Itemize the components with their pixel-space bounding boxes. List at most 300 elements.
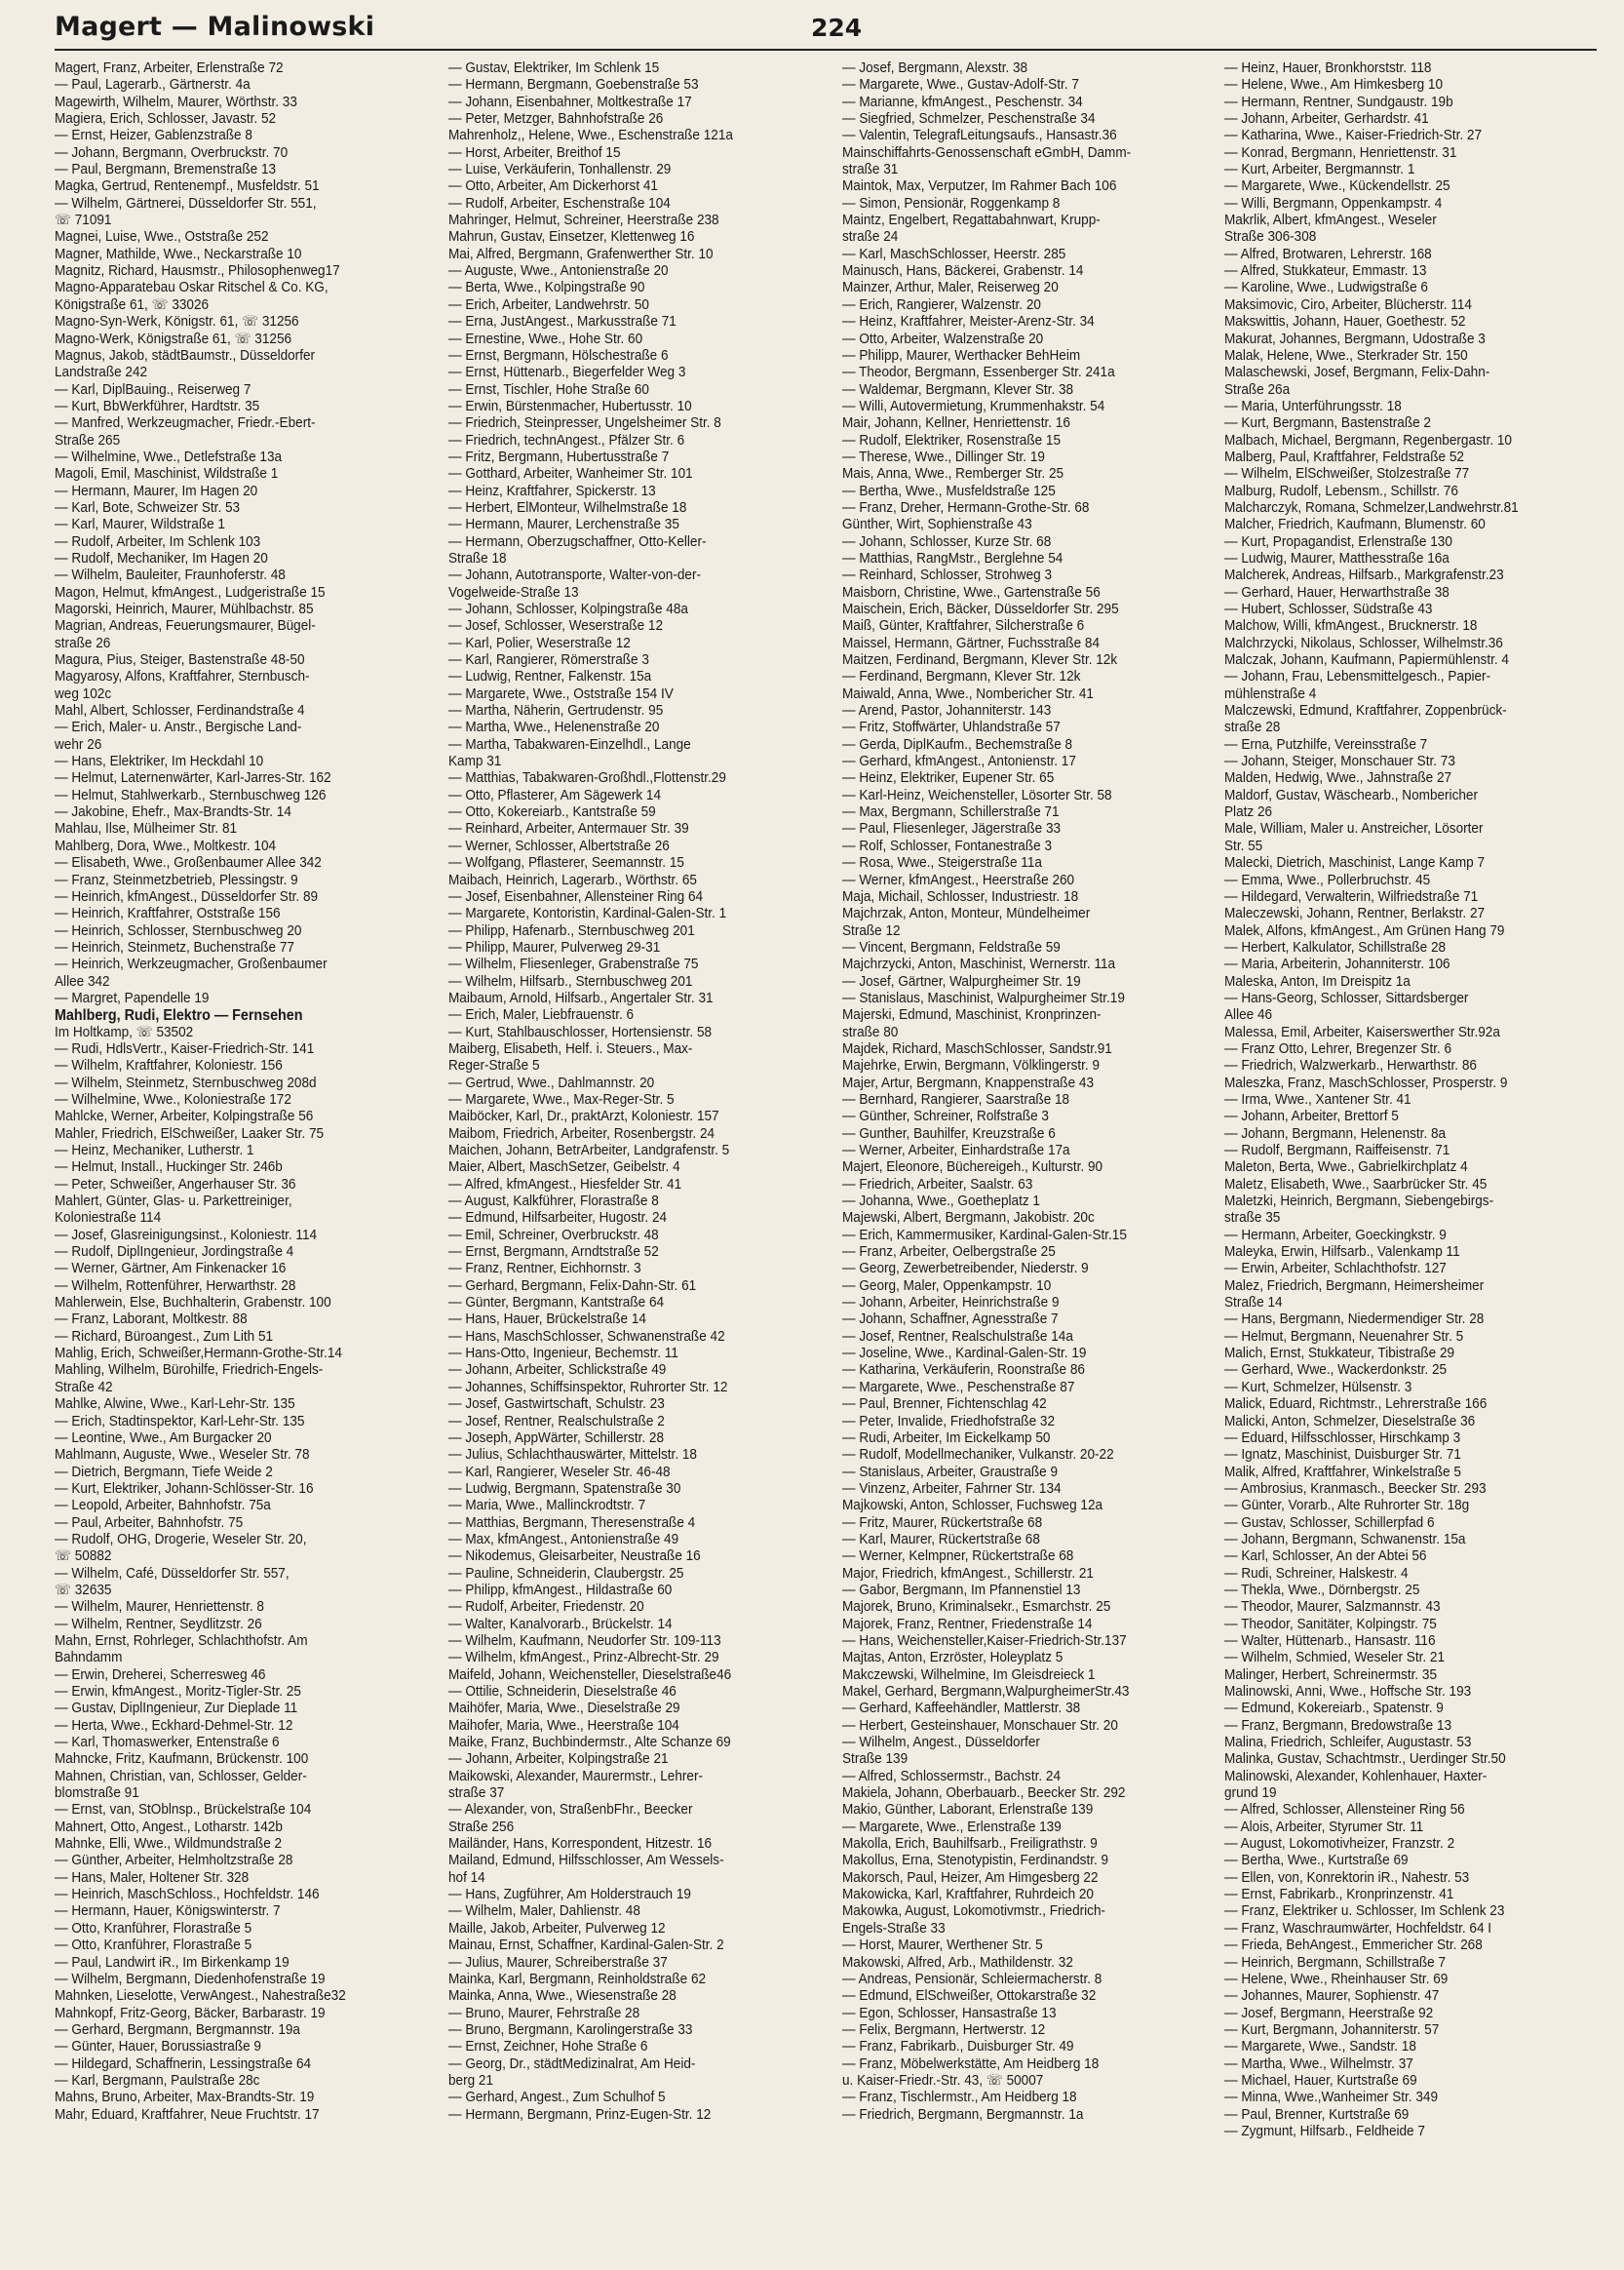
directory-entry: — Matthias, Bergmann, Theresenstraße 4	[448, 1514, 696, 1531]
directory-entry: Maissel, Hermann, Gärtner, Fuchsstraße 84	[842, 635, 1101, 651]
directory-entry: — Wilhelm, Bauleiter, Fraunhoferstr. 48	[55, 568, 286, 584]
directory-entry: Magewirth, Wilhelm, Maurer, Wörthstr. 33	[55, 94, 297, 110]
directory-entry: Magnitz, Richard, Hausmstr., Philosophenweg17	[55, 263, 340, 280]
directory-entry: Mahler, Friedrich, ElSchweißer, Laaker Str. 75	[55, 1125, 325, 1142]
directory-entry: — Johann, Steiger, Monschauer Str. 73	[1224, 754, 1455, 770]
directory-entry: Reger-Straße 5	[448, 1058, 540, 1075]
directory-entry: — Franz, Laborant, Moltkestr. 88	[55, 1311, 248, 1328]
directory-entry: — Johann, Arbeiter, Kolpingstraße 21	[448, 1751, 669, 1768]
directory-entry: Mahns, Bruno, Arbeiter, Max-Brandts-Str. 19	[55, 2090, 315, 2106]
directory-entry: — Josef, Glasreinigungsinst., Koloniestr. 114	[55, 1227, 318, 1243]
directory-entry: — Hans, Bergmann, Niedermendiger Str. 28	[1224, 1311, 1485, 1328]
directory-entry: — Margarete, Wwe., Erlenstraße 139	[842, 1819, 1062, 1835]
directory-entry: — Rudolf, Arbeiter, Eschenstraße 104	[448, 195, 671, 212]
directory-entry: — Gotthard, Arbeiter, Wanheimer Str. 101	[448, 466, 693, 483]
directory-entry: — Franz, Steinmetzbetrieb, Plessingstr. 9	[55, 872, 298, 888]
directory-entry: Maintok, Max, Verputzer, Im Rahmer Bach 106	[842, 178, 1117, 195]
directory-entry: — Paul, Bergmann, Bremenstraße 13	[55, 162, 277, 178]
directory-entry: — Martha, Näherin, Gertrudenstr. 95	[448, 703, 664, 720]
directory-entry: — Peter, Metzger, Bahnhofstraße 26	[448, 111, 664, 128]
directory-entry: — Theodor, Bergmann, Essenberger Str. 241a	[842, 365, 1115, 381]
directory-entry: — Günther, Schreiner, Rolfstraße 3	[842, 1109, 1049, 1125]
directory-entry: — Erich, Maler- u. Anstr., Bergische Land-	[55, 720, 302, 736]
directory-entry: — Ernst, Bergmann, Arndtstraße 52	[448, 1244, 659, 1261]
directory-entry: — Ludwig, Maurer, Matthesstraße 16a	[1224, 550, 1450, 567]
directory-entry: Mainzer, Arthur, Maler, Reiserweg 20	[842, 280, 1059, 296]
directory-entry: Mahlcke, Werner, Arbeiter, Kolpingstraße 56	[55, 1109, 314, 1125]
directory-entry: Malburg, Rudolf, Lebensm., Schillstr. 76	[1224, 483, 1458, 499]
directory-entry: — Erich, Kammermusiker, Kardinal-Galen-Str.15	[842, 1227, 1127, 1243]
directory-entry: — Karoline, Wwe., Ludwigstraße 6	[1224, 280, 1428, 296]
directory-entry: Maleyka, Erwin, Hilfsarb., Valenkamp 11	[1224, 1244, 1460, 1261]
directory-entry: — Karl, Bote, Schweizer Str. 53	[55, 499, 241, 516]
directory-entry: — Gerhard, Bergmann, Felix-Dahn-Str. 61	[448, 1277, 697, 1294]
directory-entry: — Therese, Wwe., Dillinger Str. 19	[842, 449, 1045, 465]
directory-entry: Makel, Gerhard, Bergmann,WalpurgheimerStr.43	[842, 1684, 1130, 1700]
directory-entry: Maletz, Elisabeth, Wwe., Saarbrücker Str. 45	[1224, 1176, 1488, 1193]
directory-entry: — Eduard, Hilfsschlosser, Hirschkamp 3	[1224, 1429, 1461, 1446]
directory-entry: Maibaum, Arnold, Hilfsarb., Angertaler Str. 31	[448, 990, 714, 1006]
directory-entry: — Otto, Kranführer, Florastraße 5	[55, 1937, 252, 1954]
directory-entry: Mainka, Anna, Wwe., Wiesenstraße 28	[448, 1988, 677, 2005]
directory-entry: — Franz, Tischlermstr., Am Heidberg 18	[842, 2090, 1077, 2106]
directory-entry: — Hermann, Bergmann, Prinz-Eugen-Str. 12	[448, 2106, 712, 2123]
directory-entry: — Johann, Bergmann, Schwanenstr. 15a	[1224, 1531, 1466, 1547]
directory-entry: — Joseline, Wwe., Kardinal-Galen-Str. 19	[842, 1346, 1087, 1362]
directory-entry: — Willi, Autovermietung, Krummenhakstr. 54	[842, 398, 1105, 414]
directory-entry: — Kurt, Bergmann, Johanniterstr. 57	[1224, 2021, 1440, 2038]
directory-entry: Maiß, Günter, Kraftfahrer, Silcherstraße 6	[842, 618, 1085, 635]
directory-entry: — Andreas, Pensionär, Schleiermacherstr. 8	[842, 1971, 1102, 1987]
page-number: 224	[811, 14, 863, 42]
directory-entry: Bahndamm	[55, 1650, 123, 1666]
directory-entry: Malczak, Johann, Kaufmann, Papiermühlenstr. 4	[1224, 652, 1509, 669]
directory-entry: — Kurt, BbWerkführer, Hardtstr. 35	[55, 398, 260, 414]
directory-entry: — Werner, kfmAngest., Heerstraße 260	[842, 872, 1075, 888]
directory-entry: — Josef, Rentner, Realschulstraße 14a	[842, 1328, 1073, 1345]
directory-entry: blomstraße 91	[55, 1785, 139, 1802]
directory-entry: — Luise, Verkäuferin, Tonhallenstr. 29	[448, 162, 672, 178]
directory-entry: Mahn, Ernst, Rohrleger, Schlachthofstr. Am	[55, 1632, 308, 1649]
directory-entry: — Günter, Vorarb., Alte Ruhrorter Str. 18g	[1224, 1498, 1470, 1514]
directory-entry: — Gerhard, Bergmann, Bergmannstr. 19a	[55, 2021, 300, 2038]
directory-entry: — Katharina, Wwe., Kaiser-Friedrich-Str. 27	[1224, 128, 1482, 144]
directory-entry: Mahrenholz,, Helene, Wwe., Eschenstraße 121a	[448, 128, 733, 144]
directory-entry: — Hans, Maler, Holtener Str. 328	[55, 1869, 250, 1886]
directory-entry: straße 26	[55, 635, 111, 651]
directory-entry: — Karl, Maurer, Wildstraße 1	[55, 517, 225, 533]
directory-entry: Malczewski, Edmund, Kraftfahrer, Zoppenbrück-	[1224, 703, 1507, 720]
directory-entry: Makio, Günther, Laborant, Erlenstraße 139	[842, 1802, 1094, 1819]
directory-entry: ☏ 71091	[55, 213, 112, 229]
directory-entry: — Rudi, HdlsVertr., Kaiser-Friedrich-Str. 141	[55, 1040, 315, 1057]
directory-entry: — Emma, Wwe., Pollerbruchstr. 45	[1224, 872, 1431, 888]
directory-entry: — Kurt, Bergmann, Bastenstraße 2	[1224, 415, 1431, 432]
directory-entry: Mahl, Albert, Schlosser, Ferdinandstraße 4	[55, 703, 305, 720]
directory-entry: — Ludwig, Bergmann, Spatenstraße 30	[448, 1480, 681, 1497]
directory-entry: — Heinrich, kfmAngest., Düsseldorfer Str. 89	[55, 888, 319, 905]
directory-entry: — Vinzenz, Arbeiter, Fahrner Str. 134	[842, 1480, 1062, 1497]
directory-entry: — Heinz, Hauer, Bronkhorststr. 118	[1224, 60, 1432, 76]
directory-entry: — Margarete, Wwe., Oststraße 154 IV	[448, 685, 674, 702]
directory-entry: — Karl, Maurer, Rückertstraße 68	[842, 1531, 1040, 1547]
directory-entry: — Joseph, AppWärter, Schillerstr. 28	[448, 1429, 665, 1446]
directory-entry: — Otto, Arbeiter, Walzenstraße 20	[842, 331, 1044, 347]
directory-entry: Magno-Syn-Werk, Königstr. 61, ☏ 31256	[55, 314, 299, 331]
directory-entry: Makowka, August, Lokomotivmstr., Friedrich-	[842, 1903, 1106, 1920]
directory-entry: Koloniestraße 114	[55, 1210, 162, 1227]
directory-entry: — Simon, Pensionär, Roggenkamp 8	[842, 195, 1061, 212]
directory-entry: — Martha, Tabakwaren-Einzelhdl., Lange	[448, 736, 691, 753]
directory-entry: — Georg, Maler, Oppenkampstr. 10	[842, 1277, 1052, 1294]
directory-entry: Maleczewski, Johann, Rentner, Berlakstr. 27	[1224, 906, 1486, 922]
directory-entry: — Hermann, Oberzugschaffner, Otto-Keller-	[448, 533, 707, 550]
directory-entry: Maichen, Johann, BetrArbeiter, Landgrafenstr. 5	[448, 1143, 730, 1158]
directory-entry: Mahr, Eduard, Kraftfahrer, Neue Fruchtstr. 17	[55, 2106, 320, 2123]
directory-entry: — Vincent, Bergmann, Feldstraße 59	[842, 939, 1061, 956]
directory-entry: — Julius, Schlachthauswärter, Mittelstr. 18	[448, 1447, 697, 1464]
directory-entry: — Friedrich, Walzwerkarb., Herwarthstr. 86	[1224, 1058, 1477, 1075]
directory-entry: Mailänder, Hans, Korrespondent, Hitzestr. 16	[448, 1836, 713, 1853]
directory-column-1	[55, 60, 410, 2254]
directory-entry: — Gertrud, Wwe., Dahlmannstr. 20	[448, 1075, 655, 1091]
directory-entry: Majtas, Anton, Erzröster, Holeyplatz 5	[842, 1650, 1063, 1666]
directory-entry: — Franz, Bergmann, Bredowstraße 13	[1224, 1717, 1452, 1734]
directory-entry: Malecki, Dietrich, Maschinist, Lange Kamp 7	[1224, 855, 1486, 872]
directory-entry: — Max, kfmAngest., Antonienstraße 49	[448, 1531, 679, 1547]
directory-entry: Majchrzycki, Anton, Maschinist, Wernerstr. 11a	[842, 957, 1116, 973]
directory-entry: Allee 46	[1224, 1007, 1273, 1024]
directory-entry: — Rudolf, Bergmann, Raiffeisenstr. 71	[1224, 1143, 1450, 1158]
directory-entry: — Heinrich, Steinmetz, Buchenstraße 77	[55, 939, 294, 956]
directory-entry: Magura, Pius, Steiger, Bastenstraße 48-50	[55, 652, 305, 669]
directory-entry: — Paul, Brenner, Fichtenschlag 42	[842, 1396, 1047, 1413]
directory-entry: — Ambrosius, Kranmasch., Beecker Str. 293	[1224, 1480, 1487, 1497]
directory-entry: — Wilhelm, Gärtnerei, Düsseldorfer Str. 551,	[55, 195, 317, 212]
directory-entry: — Ferdinand, Bergmann, Klever Str. 12k	[842, 669, 1081, 685]
directory-entry: — Hans, MaschSchlosser, Schwanenstraße 42	[448, 1328, 725, 1345]
directory-entry: — Ernst, Zeichner, Hohe Straße 6	[448, 2039, 648, 2055]
directory-entry: Straße 18	[448, 550, 507, 567]
directory-entry: Malessa, Emil, Arbeiter, Kaiserswerther Str.92a	[1224, 1024, 1500, 1040]
directory-entry: — Rudolf, Elektriker, Rosenstraße 15	[842, 432, 1062, 449]
directory-entry: Maier, Albert, MaschSetzer, Geibelstr. 4	[448, 1159, 680, 1176]
directory-entry: — Auguste, Wwe., Antonienstraße 20	[448, 263, 669, 280]
directory-entry: grund 19	[1224, 1785, 1277, 1802]
directory-entry: — Erich, Stadtinspektor, Karl-Lehr-Str. 135	[55, 1413, 305, 1429]
directory-entry: — Erna, Putzhilfe, Vereinsstraße 7	[1224, 736, 1428, 753]
directory-entry: — Helmut, Bergmann, Neuenahrer Str. 5	[1224, 1328, 1464, 1345]
directory-entry: — Friedrich, Steinpresser, Ungelsheimer Str. 8	[448, 415, 721, 432]
directory-entry: berg 21	[448, 2072, 494, 2089]
directory-entry: — Michael, Hauer, Kurtstraße 69	[1224, 2072, 1417, 2089]
directory-entry: — Hans, Weichensteller,Kaiser-Friedrich-Str.137	[842, 1632, 1127, 1649]
directory-entry: — Karl, MaschSchlosser, Heerstr. 285	[842, 246, 1066, 262]
directory-entry: — Johannes, Schiffsinspektor, Ruhrorter Str. 12	[448, 1379, 728, 1395]
directory-entry: Mai, Alfred, Bergmann, Grafenwerther Str. 10	[448, 246, 714, 262]
directory-entry: — Siegfried, Schmelzer, Peschenstraße 34	[842, 111, 1096, 128]
directory-entry: — Ernst, Hüttenarb., Biegerfelder Weg 3	[448, 365, 686, 381]
directory-entry: Malinowski, Anni, Wwe., Hoffsche Str. 193	[1224, 1684, 1472, 1700]
directory-entry: — Günter, Hauer, Borussiastraße 9	[55, 2039, 261, 2055]
directory-entry: — Franz, Waschraumwärter, Hochfeldstr. 64 I	[1224, 1920, 1492, 1937]
directory-entry: — Erwin, Dreherei, Scherresweg 46	[55, 1666, 266, 1683]
directory-entry: — Richard, Büroangest., Zum Lith 51	[55, 1328, 274, 1345]
directory-entry: — Erich, Arbeiter, Landwehrstr. 50	[448, 296, 649, 313]
directory-entry: — Hermann, Arbeiter, Goeckingkstr. 9	[1224, 1227, 1447, 1243]
directory-entry: — Peter, Invalide, Friedhofstraße 32	[842, 1413, 1056, 1429]
directory-entry: — Hermann, Maurer, Lerchenstraße 35	[448, 517, 679, 533]
directory-entry: Mainschiffahrts-Genossenschaft eGmbH, Damm-	[842, 144, 1132, 161]
directory-entry: — Karl, DiplBauing., Reiserweg 7	[55, 381, 251, 398]
directory-entry: Majchrzak, Anton, Monteur, Mündelheimer	[842, 906, 1091, 922]
directory-entry: Malinka, Gustav, Schachtmstr., Uerdinger Str.50	[1224, 1751, 1506, 1768]
directory-entry: Majorek, Franz, Rentner, Friedenstraße 14	[842, 1616, 1093, 1632]
directory-entry: Majer, Artur, Bergmann, Knappenstraße 43	[842, 1075, 1095, 1091]
directory-entry: — Georg, Dr., städtMedizinalrat, Am Heid-	[448, 2055, 696, 2072]
directory-entry: Magrian, Andreas, Feuerungsmaurer, Bügel-	[55, 618, 316, 635]
directory-entry: — Franz, Möbelwerkstätte, Am Heidberg 18	[842, 2055, 1100, 2072]
directory-entry: Malinger, Herbert, Schreinermstr. 35	[1224, 1666, 1437, 1683]
directory-entry: Male, William, Maler u. Anstreicher, Lösorter	[1224, 821, 1484, 838]
directory-entry: — Johann, Arbeiter, Brettorf 5	[1224, 1109, 1399, 1125]
directory-entry: — Julius, Maurer, Schreiberstraße 37	[448, 1954, 668, 1971]
directory-entry: — Heinrich, Schlosser, Sternbuschweg 20	[55, 922, 302, 939]
directory-entry: straße 28	[1224, 720, 1281, 736]
directory-entry: — Ignatz, Maschinist, Duisburger Str. 71	[1224, 1447, 1461, 1464]
directory-entry: — Egon, Schlosser, Hansastraße 13	[842, 2005, 1057, 2021]
directory-entry: — Heinz, Elektriker, Eupener Str. 65	[842, 770, 1055, 787]
directory-entry: Günther, Wirt, Sophienstraße 43	[842, 517, 1032, 533]
directory-entry: Straße 265	[55, 432, 121, 449]
directory-entry: — Johann, Arbeiter, Heinrichstraße 9	[842, 1295, 1060, 1311]
directory-entry: — Zygmunt, Hilfsarb., Feldheide 7	[1224, 2123, 1425, 2139]
directory-entry: — Josef, Bergmann, Alexstr. 38	[842, 60, 1028, 76]
directory-entry: Magorski, Heinrich, Maurer, Mühlbachstr. 85	[55, 602, 314, 617]
directory-entry: — Felix, Bergmann, Hertwerstr. 12	[842, 2021, 1046, 2038]
directory-entry: straße 24	[842, 229, 899, 246]
directory-entry: — Katharina, Verkäuferin, Roonstraße 86	[842, 1362, 1085, 1379]
directory-entry: — Kurt, Elektriker, Johann-Schlösser-Str. 16	[55, 1480, 314, 1497]
directory-entry: — Bertha, Wwe., Kurtstraße 69	[1224, 1853, 1409, 1869]
directory-entry: — Arend, Pastor, Johanniterstr. 143	[842, 703, 1052, 720]
directory-entry: — Hans, Elektriker, Im Heckdahl 10	[55, 754, 264, 770]
directory-entry: — Ludwig, Rentner, Falkenstr. 15a	[448, 669, 652, 685]
directory-entry: Mahringer, Helmut, Schreiner, Heerstraße 238	[448, 213, 719, 229]
directory-entry: Malik, Alfred, Kraftfahrer, Winkelstraße 5	[1224, 1464, 1461, 1480]
directory-entry: — Rudolf, OHG, Drogerie, Weseler Str. 20,	[55, 1531, 307, 1547]
directory-entry: Maiböcker, Karl, Dr., praktArzt, Koloniestr. 157	[448, 1109, 719, 1125]
directory-entry: Mahlau, Ilse, Mülheimer Str. 81	[55, 821, 238, 838]
directory-entry: — Werner, Gärtner, Am Finkenacker 16	[55, 1261, 287, 1277]
directory-column-2	[448, 60, 804, 2254]
directory-entry: — Berta, Wwe., Kolpingstraße 90	[448, 280, 645, 296]
directory-entry: — Erich, Rangierer, Walzenstr. 20	[842, 296, 1041, 313]
directory-entry: Maille, Jakob, Arbeiter, Pulverweg 12	[448, 1920, 666, 1937]
directory-entry: — Leontine, Wwe., Am Burgacker 20	[55, 1429, 272, 1446]
directory-entry: — Ernst, Tischler, Hohe Straße 60	[448, 381, 649, 398]
directory-entry: Malicki, Anton, Schmelzer, Dieselstraße 36	[1224, 1413, 1476, 1429]
directory-entry: — Herbert, ElMonteur, Wilhelmstraße 18	[448, 499, 687, 516]
directory-entry: Makczewski, Wilhelmine, Im Gleisdreieck 1	[842, 1666, 1096, 1683]
directory-entry: Magert, Franz, Arbeiter, Erlenstraße 72	[55, 60, 284, 76]
directory-entry: — Wilhelm, Bergmann, Diedenhofenstraße 19	[55, 1971, 326, 1987]
directory-entry: — Wilhelm, Kaufmann, Neudorfer Str. 109-113	[448, 1632, 721, 1649]
directory-entry: Maikowski, Alexander, Maurermstr., Lehrer-	[448, 1768, 703, 1784]
directory-entry: — Werner, Schlosser, Albertstraße 26	[448, 838, 670, 854]
directory-entry: — Johanna, Wwe., Goetheplatz 1	[842, 1194, 1040, 1210]
directory-entry: — Johann, Schaffner, Agnesstraße 7	[842, 1311, 1059, 1328]
directory-entry: Mahlberg, Dora, Wwe., Moltkestr. 104	[55, 838, 277, 854]
directory-entry: — Erwin, Arbeiter, Schlachthofstr. 127	[1224, 1261, 1447, 1277]
directory-entry: — Hans, Zugführer, Am Holderstrauch 19	[448, 1887, 691, 1903]
running-head: Magert — Malinowski	[55, 12, 375, 42]
directory-entry: — Kurt, Propagandist, Erlenstraße 130	[1224, 533, 1452, 550]
directory-entry: — Alfred, Stukkateur, Emmastr. 13	[1224, 263, 1427, 280]
directory-entry: — Alfred, Schlosser, Allensteiner Ring 56	[1224, 1802, 1465, 1819]
directory-entry: — Martha, Wwe., Helenenstraße 20	[448, 720, 660, 736]
directory-entry: — Rudi, Schreiner, Halskestr. 4	[1224, 1565, 1409, 1582]
directory-entry: — Herbert, Kalkulator, Schillstraße 28	[1224, 939, 1447, 956]
directory-entry: — Wilhelm, kfmAngest., Prinz-Albrecht-Str. 29	[448, 1650, 719, 1666]
directory-entry: — Heinz, Kraftfahrer, Meister-Arenz-Str. 34	[842, 314, 1095, 331]
directory-entry: — Paul, Arbeiter, Bahnhofstr. 75	[55, 1514, 244, 1531]
directory-entry: Malden, Hedwig, Wwe., Jahnstraße 27	[1224, 770, 1452, 787]
directory-entry: Mahnken, Lieselotte, VerwAngest., Nahestraße32	[55, 1988, 346, 2005]
directory-entry: Magyarosy, Alfons, Kraftfahrer, Sternbusch-	[55, 669, 310, 685]
directory-entry: — Jakobine, Ehefr., Max-Brandts-Str. 14	[55, 804, 291, 821]
directory-entry: Major, Friedrich, kfmAngest., Schillerstr. 21	[842, 1565, 1094, 1582]
directory-entry: — Hans, Hauer, Brückelstraße 14	[448, 1311, 646, 1328]
directory-entry: Malcher, Friedrich, Kaufmann, Blumenstr. 60	[1224, 517, 1486, 533]
directory-entry: — Franz, Dreher, Hermann-Grothe-Str. 68	[842, 499, 1090, 516]
directory-entry: Straße 256	[448, 1819, 515, 1835]
directory-entry: — Franz, Elektriker u. Schlosser, Im Schlenk 23	[1224, 1903, 1505, 1920]
directory-entry: Mair, Johann, Kellner, Henriettenstr. 16	[842, 415, 1070, 432]
directory-entry: — Wilhelm, Café, Düsseldorfer Str. 557,	[55, 1565, 290, 1582]
directory-entry: Kamp 31	[448, 754, 502, 770]
directory-entry: Magiera, Erich, Schlosser, Javastr. 52	[55, 111, 277, 128]
directory-entry: Mahnke, Elli, Wwe., Wildmundstraße 2	[55, 1836, 283, 1853]
directory-entry: — Friedrich, Arbeiter, Saalstr. 63	[842, 1176, 1033, 1193]
directory-entry: — Herbert, Gesteinshauer, Monschauer Str. 20	[842, 1717, 1118, 1734]
directory-entry: Platz 26	[1224, 804, 1273, 821]
directory-entry: — Wilhelm, Steinmetz, Sternbuschweg 208d	[55, 1075, 317, 1091]
directory-entry: — Wilhelmine, Wwe., Koloniestraße 172	[55, 1091, 291, 1108]
directory-entry: Malina, Friedrich, Schleifer, Augustastr. 53	[1224, 1735, 1472, 1751]
directory-entry: Straße 42	[55, 1379, 113, 1395]
directory-entry: — Reinhard, Schlosser, Strohweg 3	[842, 568, 1053, 584]
directory-entry: Im Holtkamp, ☏ 53502	[55, 1024, 194, 1040]
directory-entry: — Heinrich, Werkzeugmacher, Großenbaumer	[55, 957, 328, 973]
directory-entry: Maibom, Friedrich, Arbeiter, Rosenbergstr. 24	[448, 1125, 715, 1142]
directory-entry: — Erich, Maler, Liebfrauenstr. 6	[448, 1007, 635, 1024]
directory-entry: hof 14	[448, 1869, 485, 1886]
directory-entry: Majkowski, Anton, Schlosser, Fuchsweg 12a	[842, 1498, 1103, 1514]
directory-entry: — Friedrich, Bergmann, Bergmannstr. 1a	[842, 2106, 1084, 2123]
directory-entry: — Gerhard, Angest., Zum Schulhof 5	[448, 2090, 666, 2106]
directory-entry: Malick, Eduard, Richtmstr., Lehrerstraße 166	[1224, 1396, 1488, 1413]
directory-entry: Engels-Straße 33	[842, 1920, 946, 1937]
directory-entry: — Edmund, Hilfsarbeiter, Hugostr. 24	[448, 1210, 668, 1227]
directory-entry: — Maria, Arbeiterin, Johanniterstr. 106	[1224, 957, 1450, 973]
directory-entry: — Ernst, Bergmann, Hölschestraße 6	[448, 347, 669, 364]
directory-entry: ☏ 50882	[55, 1548, 112, 1565]
directory-entry: Maihofer, Maria, Wwe., Heerstraße 104	[448, 1717, 679, 1734]
directory-entry: Mahlmann, Auguste, Wwe., Weseler Str. 78	[55, 1447, 310, 1464]
directory-entry: Mainau, Ernst, Schaffner, Kardinal-Galen-Str. 2	[448, 1937, 724, 1954]
directory-entry: — Kurt, Arbeiter, Bergmannstr. 1	[1224, 162, 1415, 178]
directory-entry: — Stanislaus, Maschinist, Walpurgheimer Str.19	[842, 990, 1125, 1006]
directory-entry: — Bernhard, Rangierer, Saarstraße 18	[842, 1091, 1070, 1108]
directory-entry: — Margarete, Wwe., Sandstr. 18	[1224, 2039, 1416, 2055]
directory-entry: — Hildegard, Verwalterin, Wilfriedstraße 71	[1224, 888, 1479, 905]
directory-entry: Majewski, Albert, Bergmann, Jakobistr. 20c	[842, 1210, 1095, 1227]
directory-entry: mühlenstraße 4	[1224, 685, 1317, 702]
directory-entry: — Elisabeth, Wwe., Großenbaumer Allee 342	[55, 855, 322, 872]
directory-entry: — Josef, Schlosser, Weserstraße 12	[448, 618, 664, 635]
directory-entry: — Johann, Bergmann, Overbruckstr. 70	[55, 144, 289, 161]
directory-entry: — Wilhelm, Kraftfahrer, Koloniestr. 156	[55, 1058, 283, 1075]
directory-entry: — Paul, Lagerarb., Gärtnerstr. 4a	[55, 77, 251, 94]
directory-entry: — Helmut, Install., Huckinger Str. 246b	[55, 1159, 283, 1176]
directory-entry: Magon, Helmut, kfmAngest., Ludgeristraße 15	[55, 584, 326, 601]
directory-entry: Makollus, Erna, Stenotypistin, Ferdinandstr. 9	[842, 1853, 1109, 1869]
directory-entry: — Gustav, Elektriker, Im Schlenk 15	[448, 60, 660, 76]
directory-entry: — Gustav, Schlosser, Schillerpfad 6	[1224, 1514, 1435, 1531]
directory-entry: — Waldemar, Bergmann, Klever Str. 38	[842, 381, 1074, 398]
directory-entry: Mahlert, Günter, Glas- u. Parkettreiniger,	[55, 1194, 292, 1210]
directory-entry: — Bruno, Bergmann, Karolingerstraße 33	[448, 2021, 693, 2038]
directory-entry: — Heinz, Kraftfahrer, Spickerstr. 13	[448, 483, 656, 499]
directory-entry: Straße 306-308	[1224, 229, 1317, 246]
directory-entry: — Hermann, Bergmann, Goebenstraße 53	[448, 77, 699, 94]
directory-entry: u. Kaiser-Friedr.-Str. 43, ☏ 50007	[842, 2072, 1044, 2089]
directory-entry: — Gerhard, Kaffeehändler, Mattlerstr. 38	[842, 1701, 1081, 1717]
directory-entry: — Otto, Kranführer, Florastraße 5	[55, 1920, 252, 1937]
directory-entry: — Margarete, Wwe., Max-Reger-Str. 5	[448, 1091, 675, 1108]
directory-entry: — Franz, Fabrikarb., Duisburger Str. 49	[842, 2039, 1074, 2055]
directory-entry: Mahling, Wilhelm, Bürohilfe, Friedrich-Engels-	[55, 1362, 324, 1379]
directory-entry: — Rudolf, Modellmechaniker, Vulkanstr. 20-22	[842, 1447, 1114, 1464]
directory-entry: — Josef, Bergmann, Heerstraße 92	[1224, 2005, 1434, 2021]
directory-entry: — Hermann, Maurer, Im Hagen 20	[55, 483, 258, 499]
directory-entry: — Günter, Bergmann, Kantstraße 64	[448, 1295, 665, 1311]
directory-entry: Malcherek, Andreas, Hilfsarb., Markgrafenstr.23	[1224, 568, 1504, 584]
directory-entry: — Willi, Bergmann, Oppenkampstr. 4	[1224, 195, 1443, 212]
directory-entry: Makolla, Erich, Bauhilfsarb., Freiligrathstr. 9	[842, 1836, 1098, 1853]
directory-entry: — Gerhard, Wwe., Wackerdonkstr. 25	[1224, 1362, 1448, 1379]
directory-entry: weg 102c	[55, 685, 112, 702]
directory-entry: — Johann, Bergmann, Helenenstr. 8a	[1224, 1125, 1447, 1142]
directory-entry: — Ernst, Heizer, Gablenzstraße 8	[55, 128, 252, 144]
directory-entry: Magnus, Jakob, städtBaumstr., Düsseldorfer	[55, 347, 316, 364]
directory-entry: Mahlberg, Rudi, Elektro — Fernsehen	[55, 1007, 303, 1025]
directory-entry: Mahrun, Gustav, Einsetzer, Klettenweg 16	[448, 229, 695, 246]
directory-entry: — Gerhard, kfmAngest., Antonienstr. 17	[842, 754, 1076, 770]
directory-entry: — Alexander, von, StraßenbFhr., Beecker	[448, 1802, 693, 1819]
directory-entry: — Nikodemus, Gleisarbeiter, Neustraße 16	[448, 1548, 701, 1565]
directory-entry: — Ernst, Fabrikarb., Kronprinzenstr. 41	[1224, 1887, 1454, 1903]
directory-entry: straße 31	[842, 162, 899, 178]
directory-entry: — Hildegard, Schaffnerin, Lessingstraße 64	[55, 2055, 312, 2072]
directory-entry: Makiela, Johann, Oberbauarb., Beecker Str. 292	[842, 1785, 1126, 1802]
directory-entry: — Karl, Rangierer, Weseler Str. 46-48	[448, 1464, 671, 1480]
directory-entry: Maksimovic, Ciro, Arbeiter, Blücherstr. 114	[1224, 296, 1472, 313]
directory-entry: — Matthias, Tabakwaren-Großhdl.,Flottenstr.29	[448, 770, 726, 787]
directory-entry: Straße 14	[1224, 1295, 1283, 1311]
directory-entry: — Wilhelm, Rottenführer, Herwarthstr. 28	[55, 1277, 296, 1294]
